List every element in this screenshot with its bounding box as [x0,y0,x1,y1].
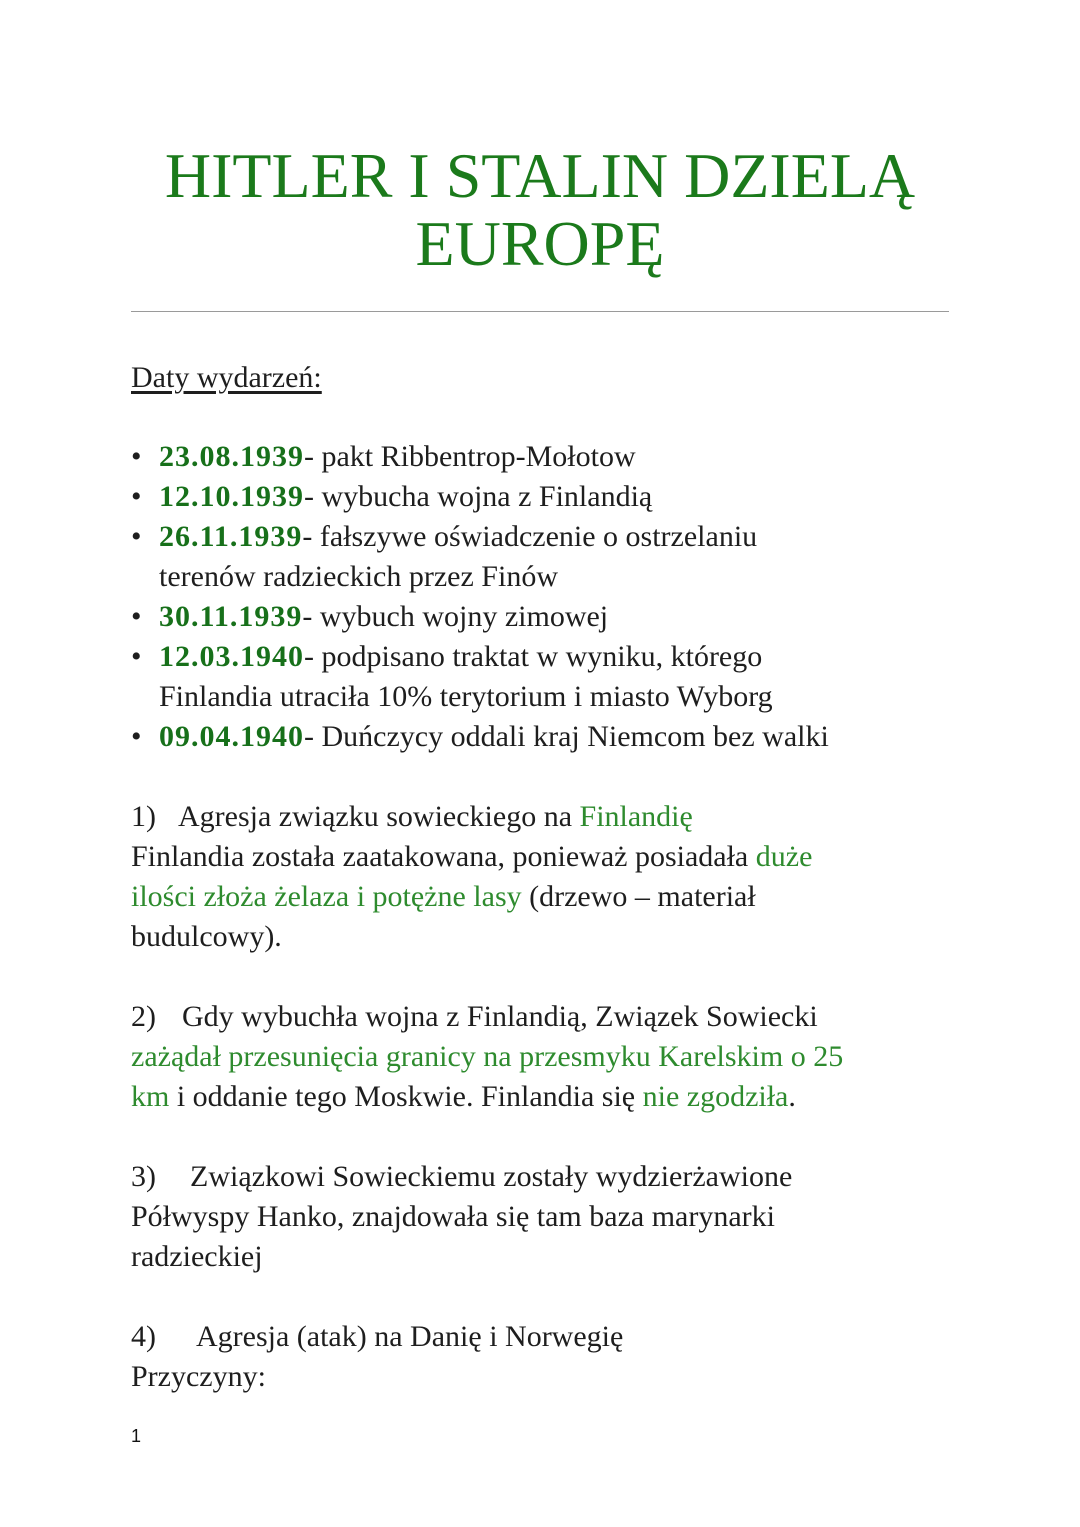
list-item [131,437,971,477]
bullet-icon: • [131,480,142,513]
title-line-1: HITLER I STALIN DZIELĄ [164,140,916,211]
highlight-text: ilości złoża żelaza i potężne lasy [131,880,522,913]
list-item [131,637,971,717]
text: budulcowy). [131,920,282,953]
highlight-text: Finlandię [579,800,693,833]
divider [131,311,949,312]
bullet-icon: • [131,440,142,473]
event-text-cont: Finlandia utraciła 10% terytorium i miasto Wyborg [159,680,773,713]
highlight-text: duże [755,840,813,873]
section-heading: Daty wydarzeń: [131,361,322,394]
event-text: - fałszywe oświadczenie o ostrzelaniu [302,520,758,553]
bullet-icon: • [131,720,142,753]
page-number: 1 [131,1426,142,1446]
event-date: 26.11.1939 [159,520,303,553]
text: radzieckiej [131,1240,263,1273]
bullet-icon: • [131,520,142,553]
list-item [131,597,971,637]
event-text: - pakt Ribbentrop-Mołotow [304,440,636,473]
title-line-2: EUROPĘ [415,208,665,279]
event-text-cont: terenów radzieckich przez Finów [159,560,558,593]
text: Przyczyny: [131,1360,266,1393]
event-date: 23.08.1939 [159,440,304,473]
list-item [131,517,971,597]
paragraph-4 [131,1317,971,1397]
highlight-text: km [131,1080,170,1113]
text: . [788,1080,796,1113]
event-date: 30.11.1939 [159,600,303,633]
paragraph-3 [131,1157,971,1277]
paragraph-number: 4) [131,1320,156,1353]
event-date: 12.03.1940 [159,640,304,673]
text: Związkowi Sowieckiemu zostały wydzierżawione [190,1160,793,1193]
events-list [131,437,971,757]
event-text: - wybucha wojna z Finlandią [304,480,653,513]
bullet-icon: • [131,640,142,673]
text: i oddanie tego Moskwie. Finlandia się [169,1080,643,1113]
event-date: 09.04.1940 [159,720,304,753]
text: Gdy wybuchła wojna z Finlandią, Związek Sowiecki [182,1000,818,1033]
event-date: 12.10.1939 [159,480,304,513]
event-text: - wybuch wojny zimowej [302,600,609,633]
paragraph-number: 3) [131,1160,156,1193]
paragraph-number: 2) [131,1000,156,1033]
highlight-text: zażądał przesunięcia granicy na przesmyku Karelskim o 25 [131,1040,844,1073]
document-body [131,358,971,1397]
event-text: - Duńczycy oddali kraj Niemcom bez walki [304,720,829,753]
bullet-icon: • [131,600,142,633]
text: Półwyspy Hanko, znajdowała się tam baza marynarki [131,1200,775,1233]
paragraph-number: 1) [131,800,156,833]
paragraph-1 [131,797,971,957]
paragraph-2 [131,997,971,1117]
text: Agresja związku sowieckiego na [178,800,580,833]
list-item [131,477,971,517]
list-item [131,717,971,757]
page-title [0,142,1080,278]
text: Agresja (atak) na Danię i Norwegię [196,1320,624,1353]
highlight-text: nie zgodziła [642,1080,789,1113]
text: (drzewo – materiał [521,880,756,913]
text: Finlandia została zaatakowana, ponieważ posiadała [131,840,756,873]
event-text: - podpisano traktat w wyniku, którego [304,640,763,673]
